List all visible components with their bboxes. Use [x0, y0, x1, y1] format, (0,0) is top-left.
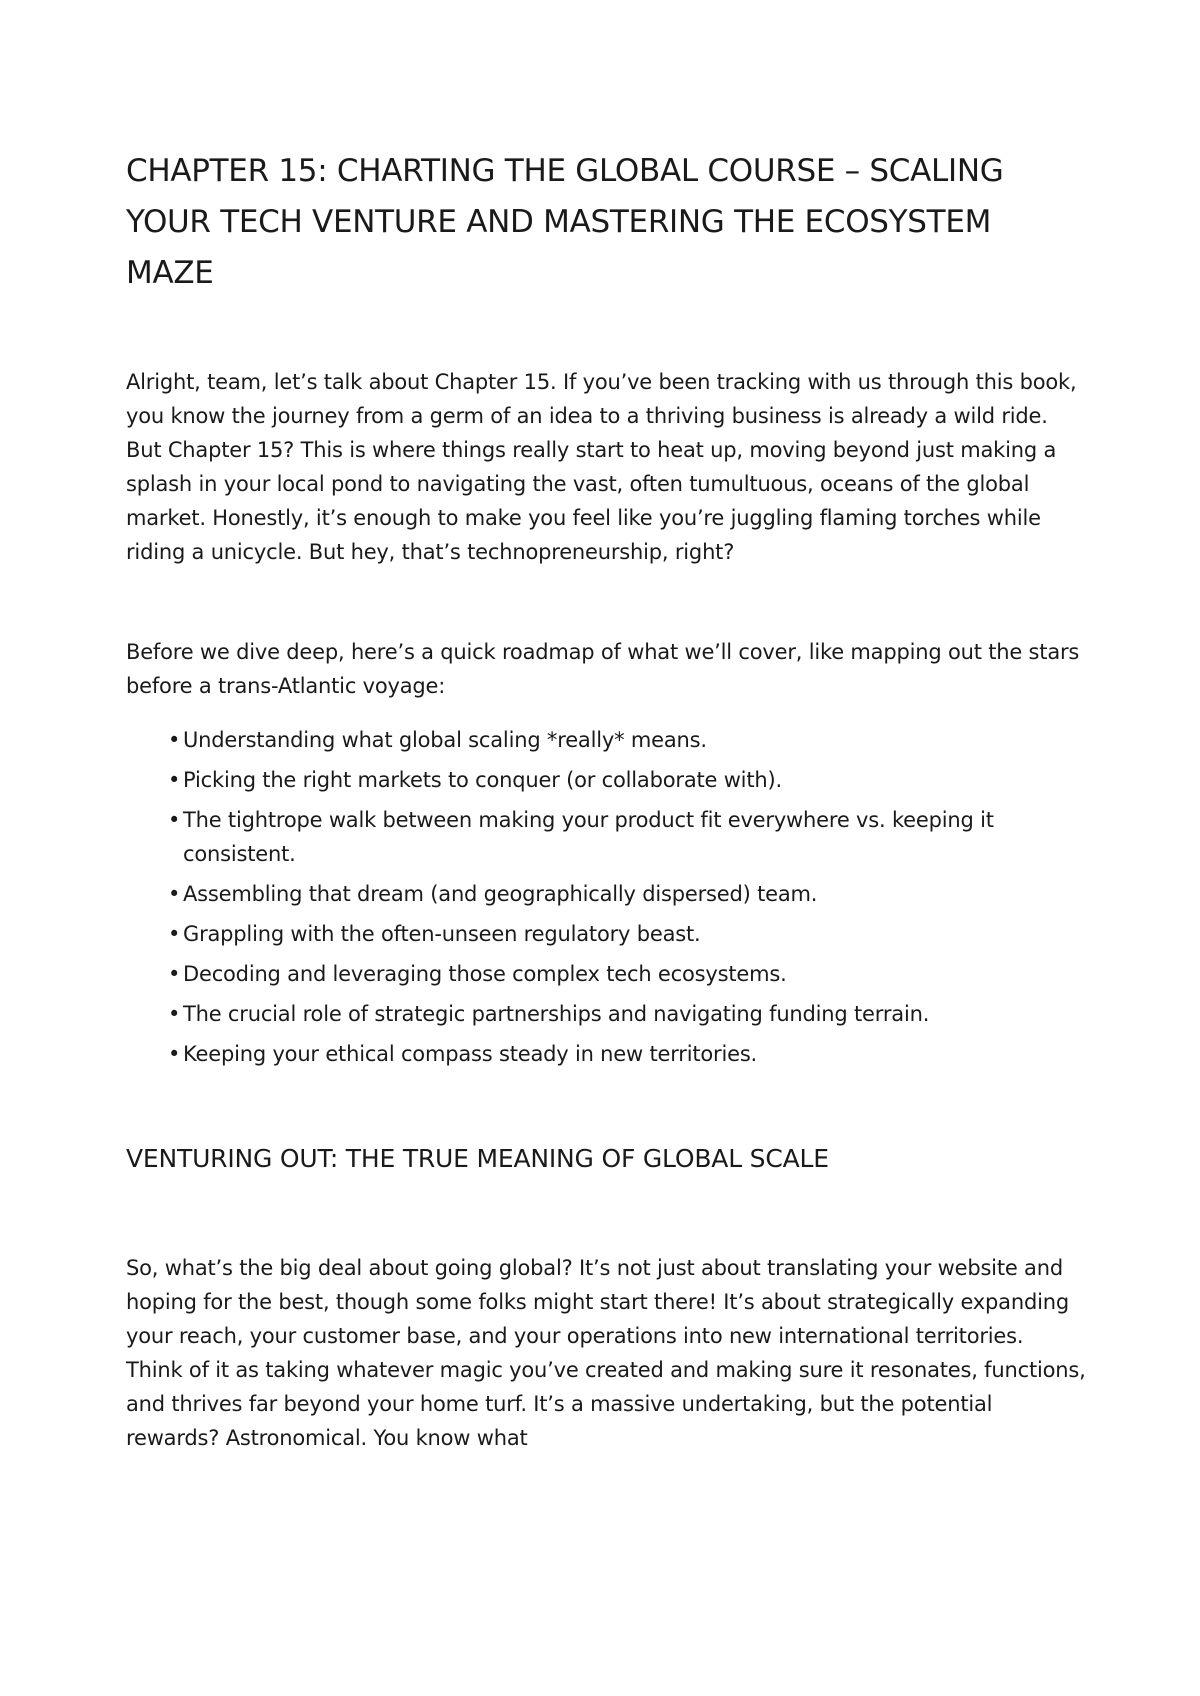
list-item [168, 957, 1086, 991]
bullet-icon: • [168, 808, 181, 832]
list-item-text: Decoding and leveraging those complex tech ecosystems. [183, 962, 787, 986]
bullet-icon: • [168, 768, 181, 792]
section-heading: VENTURING OUT: THE TRUE MEANING OF GLOBAL SCALE [126, 1144, 829, 1173]
list-item-text: Assembling that dream (and geographically dispersed) team. [183, 882, 818, 906]
roadmap-intro-paragraph: Before we dive deep, here’s a quick roadmap of what we’ll cover, like mapping out the stars before a trans-Atlantic voyage: [126, 640, 1080, 698]
section-paragraph: So, what’s the big deal about going global? It’s not just about translating your website and hoping for the best, though some folks might start there! It’s about strategically expanding your reach, your customer base, and your operations into new international territories. Think of it as taking whatever magic you’ve created and making sure it resonates, functions, and thrives far beyond your home turf. It’s a massive undertaking, but the potential rewards? Astronomical. You know what [126, 1256, 1086, 1450]
bullet-icon: • [168, 1042, 181, 1066]
list-item [168, 803, 1086, 871]
document-page [126, 146, 1086, 1455]
bullet-icon: • [168, 922, 181, 946]
bullet-icon: • [168, 1002, 181, 1026]
list-item-text: Picking the right markets to conquer (or collaborate with). [183, 768, 782, 792]
list-item-text: The crucial role of strategic partnerships and navigating funding terrain. [183, 1002, 930, 1026]
list-item-text: The tightrope walk between making your product fit everywhere vs. keeping it consistent. [183, 808, 994, 866]
list-item [168, 997, 1086, 1031]
intro-paragraph: Alright, team, let’s talk about Chapter 15. If you’ve been tracking with us through this book, you know the journey from a germ of an idea to a thriving business is already a wild ride. But Chapter 15? This is where things really start to heat up, moving beyond just making a splash in your local pond to navigating the vast, often tumultuous, oceans of the global market. Honestly, it’s enough to make you feel like you’re juggling flaming torches while riding a unicycle. But hey, that’s technopreneurship, right? [126, 370, 1077, 564]
bullet-icon: • [168, 882, 181, 906]
list-item-text: Grappling with the often-unseen regulatory beast. [183, 922, 701, 946]
list-item [168, 723, 1086, 757]
roadmap-list [126, 723, 1086, 1071]
list-item-text: Keeping your ethical compass steady in new territories. [183, 1042, 758, 1066]
list-item [168, 917, 1086, 951]
list-item [168, 1037, 1086, 1071]
list-item-text: Understanding what global scaling *really* means. [183, 728, 707, 752]
list-item [168, 763, 1086, 797]
bullet-icon: • [168, 728, 181, 752]
list-item [168, 877, 1086, 911]
chapter-title: CHAPTER 15: CHARTING THE GLOBAL COURSE – SCALING YOUR TECH VENTURE AND MASTERING THE ECOSYSTEM MAZE [126, 153, 1004, 291]
bullet-icon: • [168, 962, 181, 986]
